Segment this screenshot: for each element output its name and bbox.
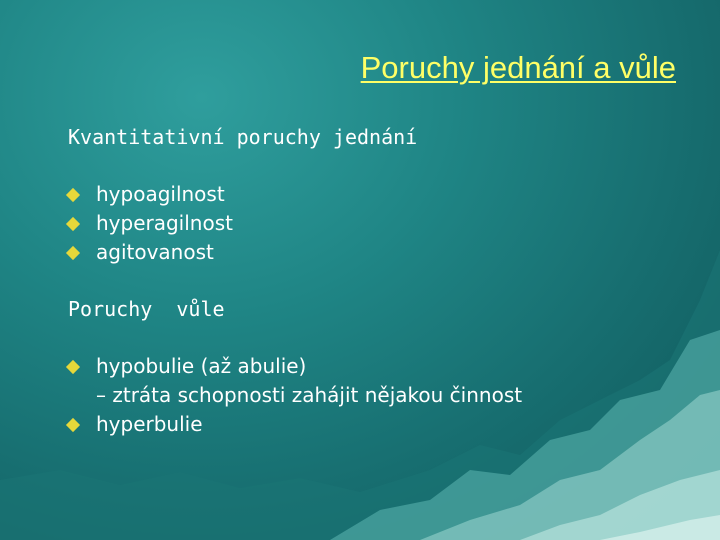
- bullet-list-quantitative: [68, 180, 233, 267]
- diamond-bullet-icon: [66, 246, 80, 260]
- list-item-label: hypobulie (až abulie): [96, 354, 307, 378]
- list-item: [68, 410, 522, 439]
- list-item-label: hyperagilnost: [96, 211, 233, 235]
- list-item: [68, 209, 233, 238]
- list-item-label: hyperbulie: [96, 412, 203, 436]
- diamond-bullet-icon: [66, 360, 80, 374]
- slide-title: Poruchy jednání a vůle: [360, 50, 676, 85]
- section-heading-will: Poruchy vůle: [68, 297, 225, 321]
- diamond-bullet-icon: [66, 217, 80, 231]
- section-heading-quantitative: Kvantitativní poruchy jednání: [68, 125, 418, 149]
- list-item: [68, 352, 522, 410]
- list-item-continuation: – ztráta schopnosti zahájit nějakou činnost: [96, 383, 523, 407]
- list-item-label: hypoagilnost: [96, 182, 225, 206]
- list-item-label: agitovanost: [96, 240, 214, 264]
- diamond-bullet-icon: [66, 188, 80, 202]
- bullet-list-will: [68, 352, 522, 439]
- list-item: [68, 180, 233, 209]
- list-item: [68, 238, 233, 267]
- diamond-bullet-icon: [66, 418, 80, 432]
